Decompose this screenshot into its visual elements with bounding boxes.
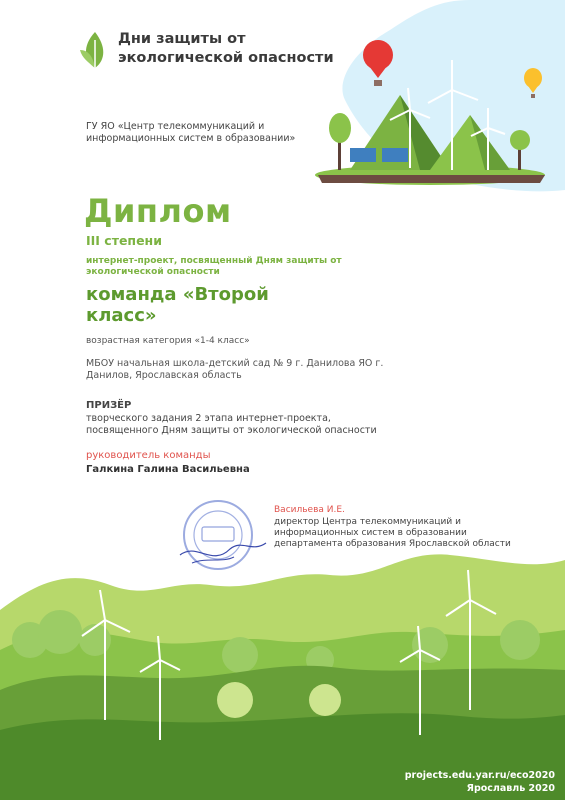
age-category: возрастная категория «1-4 класс» xyxy=(86,336,250,346)
prize-label: ПРИЗЁР xyxy=(86,400,132,411)
diploma-title: Диплом xyxy=(84,192,232,230)
signatory-title: директор Центра телекоммуникаций и информационных систем в образовании департамента образования Ярославской области xyxy=(274,517,511,549)
bottom-landscape-illustration xyxy=(0,540,565,800)
team-name: команда «Второй класс» xyxy=(86,284,269,326)
tree xyxy=(329,113,351,143)
footer-url[interactable]: projects.edu.yar.ru/eco2020 xyxy=(404,770,555,781)
leader-name: Галкина Галина Васильевна xyxy=(86,464,250,475)
organization-name: ГУ ЯО «Центр телекоммуникаций и информационных систем в образовании» xyxy=(86,121,296,144)
signatory-name: Васильева И.Е. xyxy=(274,505,345,515)
leader-label: руководитель команды xyxy=(86,450,211,461)
project-description: интернет-проект, посвященный Дням защиты от экологической опасности xyxy=(86,256,342,277)
leaf-logo-icon xyxy=(78,28,112,70)
soil xyxy=(318,175,545,183)
solar-panel xyxy=(382,148,408,162)
logo-title: Дни защиты от экологической опасности xyxy=(118,31,334,66)
solar-panel xyxy=(350,148,376,162)
footer-city-year: Ярославль 2020 xyxy=(466,783,555,794)
diploma-degree: III степени xyxy=(86,233,162,248)
prize-description: творческого задания 2 этапа интернет-проекта, посвященного Дням защиты от экологической опасности xyxy=(86,413,377,436)
tree xyxy=(510,130,530,150)
school-name: МБОУ начальная школа-детский сад № 9 г. Данилова ЯО г. Данилов, Ярославская область xyxy=(86,358,384,381)
